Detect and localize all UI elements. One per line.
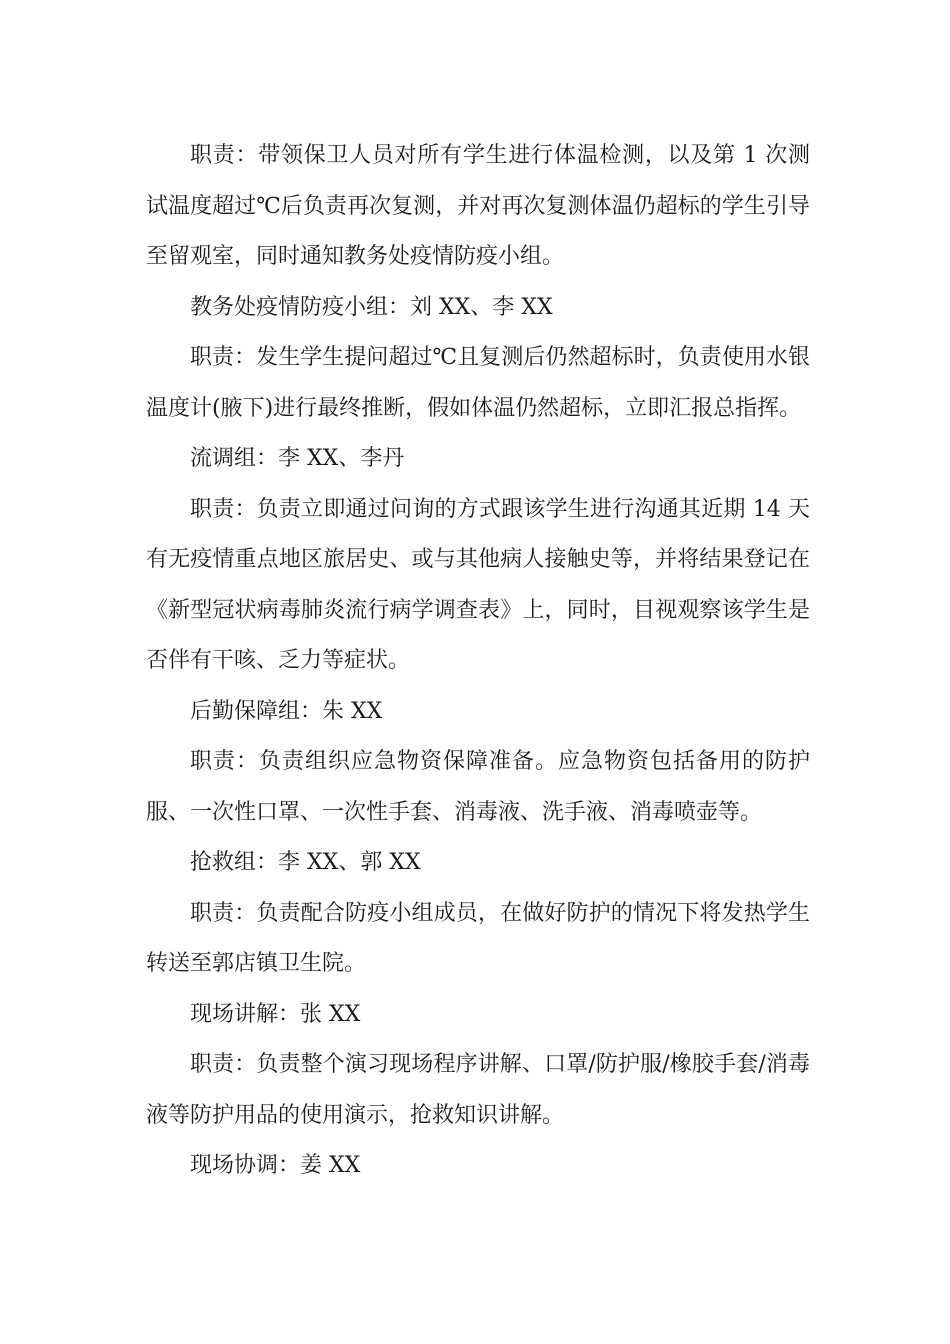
group-heading-logistics: 后勤保障组：朱 XX — [190, 698, 383, 724]
group-heading-onsite-explanation: 现场讲解：张 XX — [190, 1001, 361, 1027]
group-heading-onsite-coordination: 现场协调：姜 XX — [190, 1153, 361, 1178]
duty-paragraph-tracing: 职责：负责立即通过问询的方式跟该学生进行沟通其近期 14 天有无疫情重点地区旅居史、或与其他病人接触史等，并将结果登记在《新型冠状病毒肺炎流行病学调查表》上，同时，目视观察该学生是否伴有干咳、乏力等症状。 — [146, 496, 810, 673]
group-heading-tracing: 流调组：李 XX、李丹 — [190, 446, 405, 471]
group-heading-academic-epidemic: 教务处疫情防疫小组：刘 XX、李 XX — [190, 294, 553, 320]
duty-paragraph-academic-epidemic: 职责：发生学生提问超过℃且复测后仍然超标时，负责使用水银温度计(腋下)进行最终推断，假如体温仍然超标，立即汇报总指挥。 — [146, 345, 810, 421]
document-body — [146, 131, 810, 1192]
duty-paragraph-security: 职责：带领保卫人员对所有学生进行体温检测，以及第 1 次测试温度超过℃后负责再次复测，并对再次复测体温仍超标的学生引导至留观室，同时通知教务处疫情防疫小组。 — [146, 143, 810, 269]
group-heading-rescue: 抢救组：李 XX、郭 XX — [190, 850, 421, 875]
duty-paragraph-logistics: 职责：负责组织应急物资保障准备。应急物资包括备用的防护服、一次性口罩、一次性手套、消毒液、洗手液、消毒喷壶等。 — [146, 749, 810, 825]
duty-paragraph-rescue: 职责：负责配合防疫小组成员，在做好防护的情况下将发热学生转送至郭店镇卫生院。 — [146, 900, 810, 976]
duty-paragraph-onsite-explanation: 职责：负责整个演习现场程序讲解、口罩/防护服/橡胶手套/消毒液等防护用品的使用演示，抢救知识讲解。 — [146, 1052, 810, 1128]
